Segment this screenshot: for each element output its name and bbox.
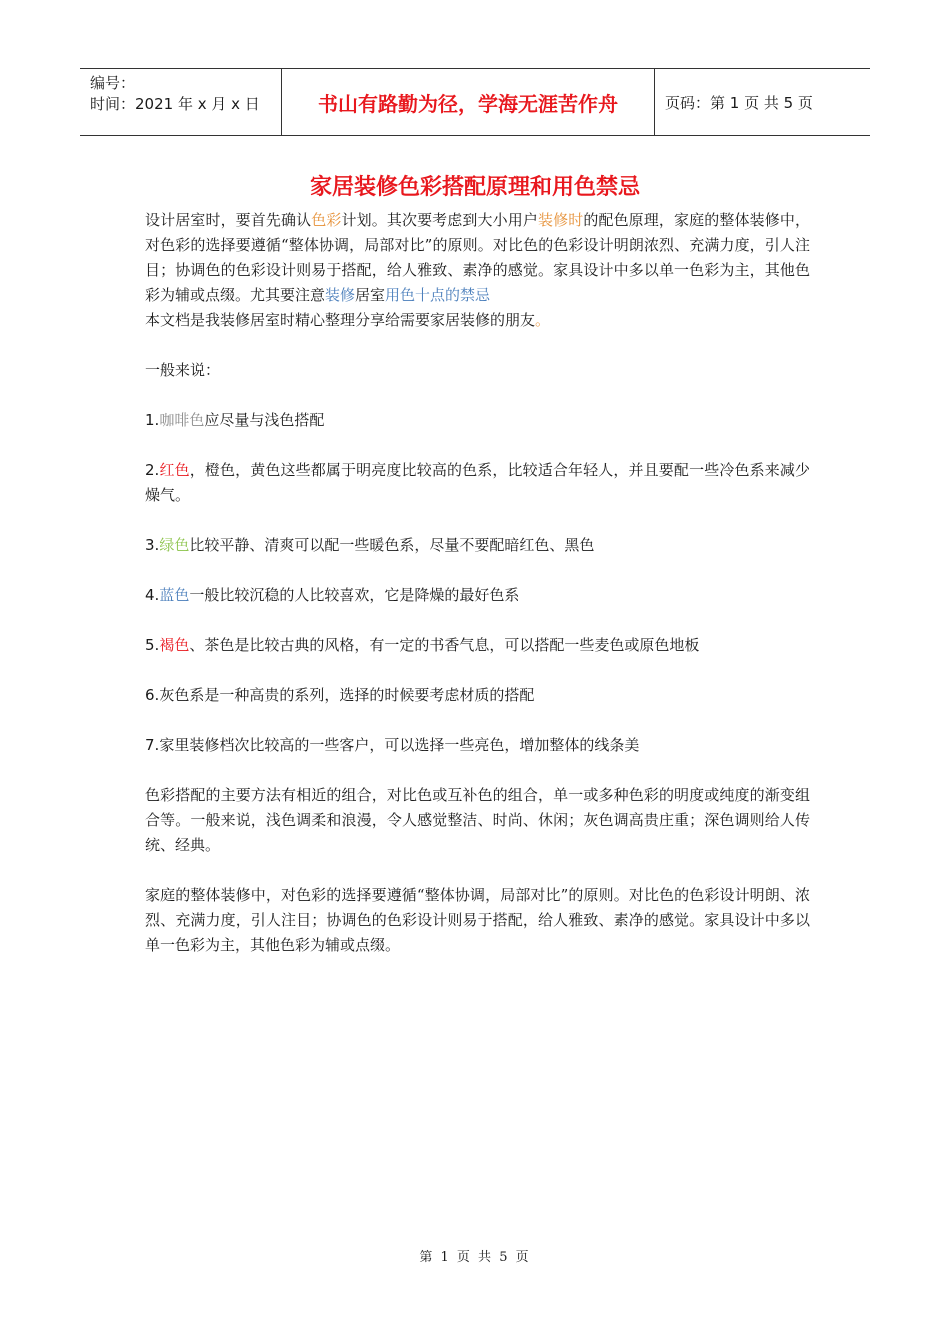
color-word-red: 红色	[159, 461, 190, 479]
intro-text-1: 设计居室时，要首先确认	[145, 211, 312, 229]
color-word-coffee: 咖啡色	[159, 411, 205, 429]
serial-label: 编号：	[90, 74, 136, 92]
intro-text-2: 计划。其次要考虑到大小用户	[341, 211, 538, 229]
color-word-brown: 褐色	[159, 636, 190, 654]
document-header	[80, 68, 870, 136]
list-item: 6.灰色系是一种高贵的系列，选择的时候要考虑材质的搭配	[145, 686, 535, 704]
link-color-taboos[interactable]: 用色十点的禁忌	[385, 286, 491, 304]
header-page-info: 页码：第 1 页 共 5 页	[665, 93, 813, 112]
general-label: 一般来说：	[145, 361, 221, 379]
link-renovation-time[interactable]: 装修时	[538, 211, 584, 229]
document-title: 家居装修色彩搭配原理和用色禁忌	[309, 175, 640, 200]
header-meta	[80, 69, 282, 135]
intro-text-6: 。	[535, 311, 551, 329]
whole-paragraph: 家庭的整体装修中，对色彩的选择要遵循“整体协调，局部对比”的原则。对比色的色彩设计明朗、浓烈、充满力度，引人注目；协调色的色彩设计则易于搭配，给人雅致、素净的感觉。家具设计中多以单一色彩为主，其他色彩为辅或点缀。	[145, 886, 810, 954]
list-item: 7.家里装修档次比较高的一些客户，可以选择一些亮色，增加整体的线条美	[145, 736, 640, 754]
color-word-green: 绿色	[159, 536, 190, 554]
link-color[interactable]: 色彩	[311, 211, 342, 229]
intro-text-3: 的配色原理，家庭的整体装修中，对色彩的选择要遵循“整体协调，局部对比”的原则。对比色的色彩设计明朗浓烈、充满力度，引人注目；协调色的色彩设计则易于搭配，给人雅致、素净的感觉。家具设计中多以单一色彩为主，其他色彩为辅或点缀。尤其要注意	[145, 211, 810, 304]
time-label: 时间：2021 年 x 月 x 日	[90, 95, 260, 113]
header-motto: 书山有路勤为径，学海无涯苦作舟	[282, 69, 655, 135]
link-renovation[interactable]: 装修	[325, 286, 356, 304]
document-body	[145, 208, 810, 958]
list-item: 5.褐色、茶色是比较古典的风格，有一定的书香气息，可以搭配一些麦色或原色地板	[145, 636, 700, 654]
list-item: 1.咖啡色应尽量与浅色搭配	[145, 411, 325, 429]
list-item: 3.绿色比较平静、清爽可以配一些暖色系，尽量不要配暗红色、黑色	[145, 536, 595, 554]
page-footer: 第 1 页 共 5 页	[419, 1250, 531, 1265]
color-word-blue: 蓝色	[159, 586, 190, 604]
list-item: 2.红色，橙色，黄色这些都属于明亮度比较高的色系，比较适合年轻人，并且要配一些冷色系来减少燥气。	[145, 461, 810, 504]
intro-paragraph	[145, 208, 810, 333]
methods-paragraph: 色彩搭配的主要方法有相近的组合，对比色或互补色的组合，单一或多种色彩的明度或纯度的渐变组合等。一般来说，浅色调柔和浪漫，令人感觉整洁、时尚、休闲；灰色调高贵庄重；深色调则给人传统、经典。	[145, 786, 810, 854]
list-item: 4.蓝色一般比较沉稳的人比较喜欢，它是降燥的最好色系	[145, 586, 520, 604]
intro-text-5: 本文档是我装修居室时精心整理分享给需要家居装修的朋友	[145, 311, 536, 329]
intro-text-4: 居室	[355, 286, 386, 304]
